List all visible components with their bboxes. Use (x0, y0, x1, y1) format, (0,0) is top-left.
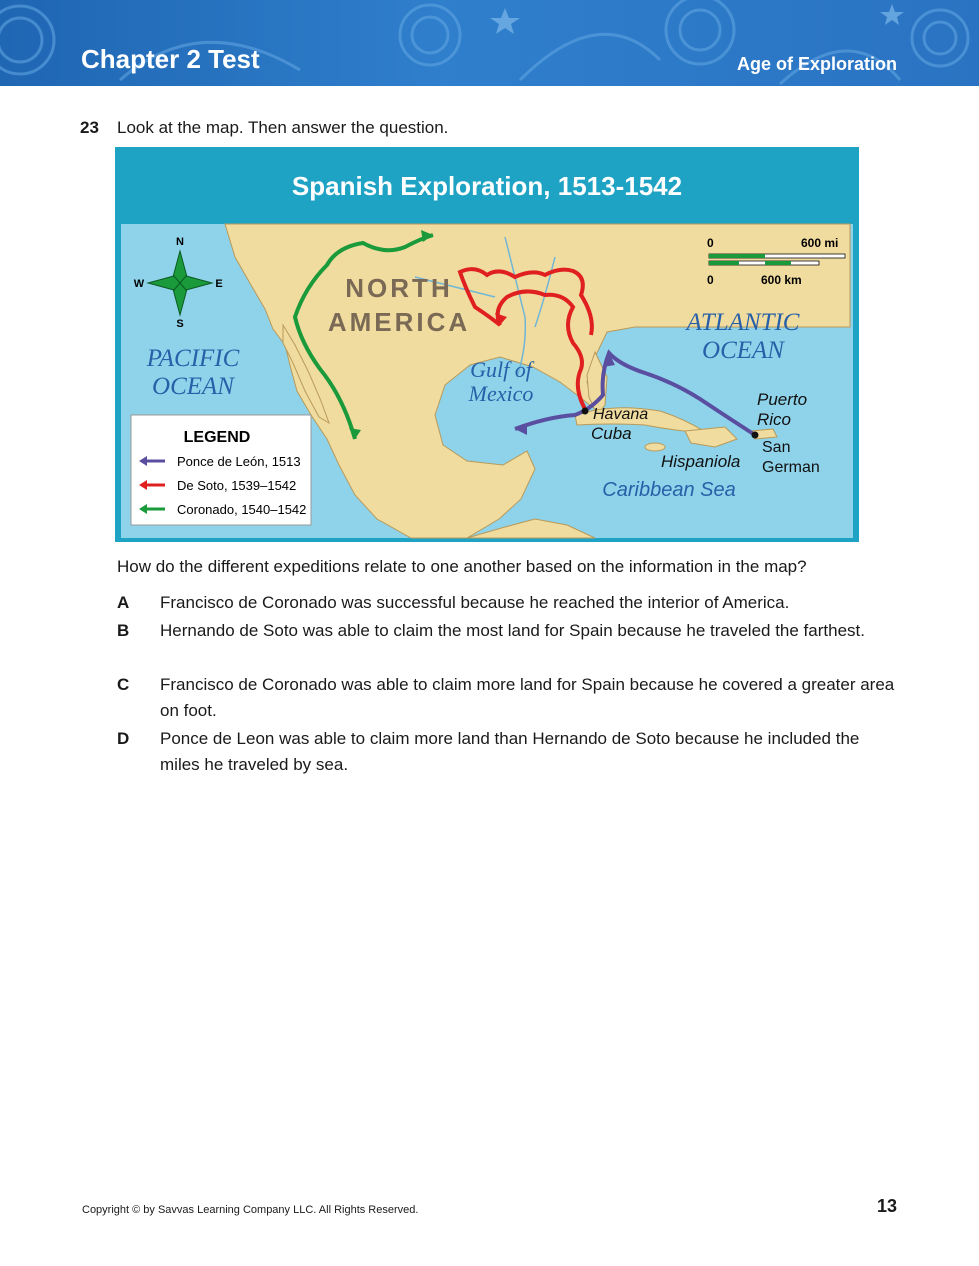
choice-a-text: Francisco de Coronado was successful because he reached the interior of America. (160, 593, 790, 612)
label-puerto: Puerto (757, 390, 808, 409)
havana-dot (582, 408, 589, 415)
label-atlantic: ATLANTIC (686, 309, 800, 336)
choice-c-text: Francisco de Coronado was able to claim more land for Spain because he covered a greater area on foot. (160, 675, 895, 720)
choice-a-letter: A (117, 593, 130, 612)
scale-zero-top: 0 (707, 236, 714, 250)
page-number: 13 (876, 1196, 897, 1216)
question-prompt: Look at the map. Then answer the question. (117, 118, 449, 137)
label-caribbean: Caribbean Sea (602, 479, 736, 501)
scale-km: 600 km (761, 273, 802, 287)
exploration-map (115, 147, 859, 542)
chapter-subtitle: Age of Exploration (736, 54, 897, 74)
label-havana: Havana (593, 406, 649, 423)
copyright-notice: Copyright © by Savvas Learning Company LLC. All Rights Reserved. (82, 1204, 419, 1216)
choice-c-letter: C (117, 675, 130, 694)
compass-s: S (176, 318, 184, 330)
compass-e: E (215, 278, 223, 290)
label-hispaniola: Hispaniola (661, 452, 741, 471)
san-german-dot (752, 432, 759, 439)
question-number: 23 (80, 118, 99, 137)
legend-label-coronado: Coronado, 1540–1542 (177, 502, 307, 517)
label-rico: Rico (757, 410, 792, 429)
label-north: NORTH (345, 273, 453, 303)
label-german: German (762, 459, 820, 476)
map-title: Spanish Exploration, 1513-1542 (291, 171, 683, 201)
scale-zero-bottom: 0 (707, 273, 714, 287)
label-mexico: Mexico (468, 381, 534, 406)
label-cuba: Cuba (591, 424, 632, 443)
choice-d-text: Ponce de Leon was able to claim more land than Hernando de Soto because he included the miles he traveled by sea. (160, 729, 860, 774)
compass-w: W (133, 278, 145, 290)
label-pacific-ocean: OCEAN (152, 373, 234, 400)
choice-b-text: Hernando de Soto was able to claim the most land for Spain because he traveled the farthest. (160, 621, 865, 640)
question-stem: How do the different expeditions relate to one another based on the information in the map? (117, 557, 807, 576)
label-america: AMERICA (327, 307, 471, 337)
map-legend (131, 415, 311, 525)
label-gulf-of: Gulf of (470, 357, 532, 382)
land-jamaica (645, 443, 665, 451)
label-atlantic-ocean: OCEAN (702, 337, 784, 364)
choice-b-letter: B (117, 621, 130, 640)
label-pacific: PACIFIC (146, 345, 240, 372)
legend-label-ponce: Ponce de León, 1513 (177, 454, 301, 469)
chapter-title: Chapter 2 Test (81, 44, 260, 74)
legend-label-de-soto: De Soto, 1539–1542 (177, 478, 297, 493)
legend-title: LEGEND (183, 429, 251, 446)
scale-miles: 600 mi (801, 236, 839, 250)
choice-d-letter: D (117, 729, 130, 748)
compass-n: N (176, 236, 184, 248)
label-san: San (762, 439, 791, 456)
header-banner (0, 0, 979, 86)
